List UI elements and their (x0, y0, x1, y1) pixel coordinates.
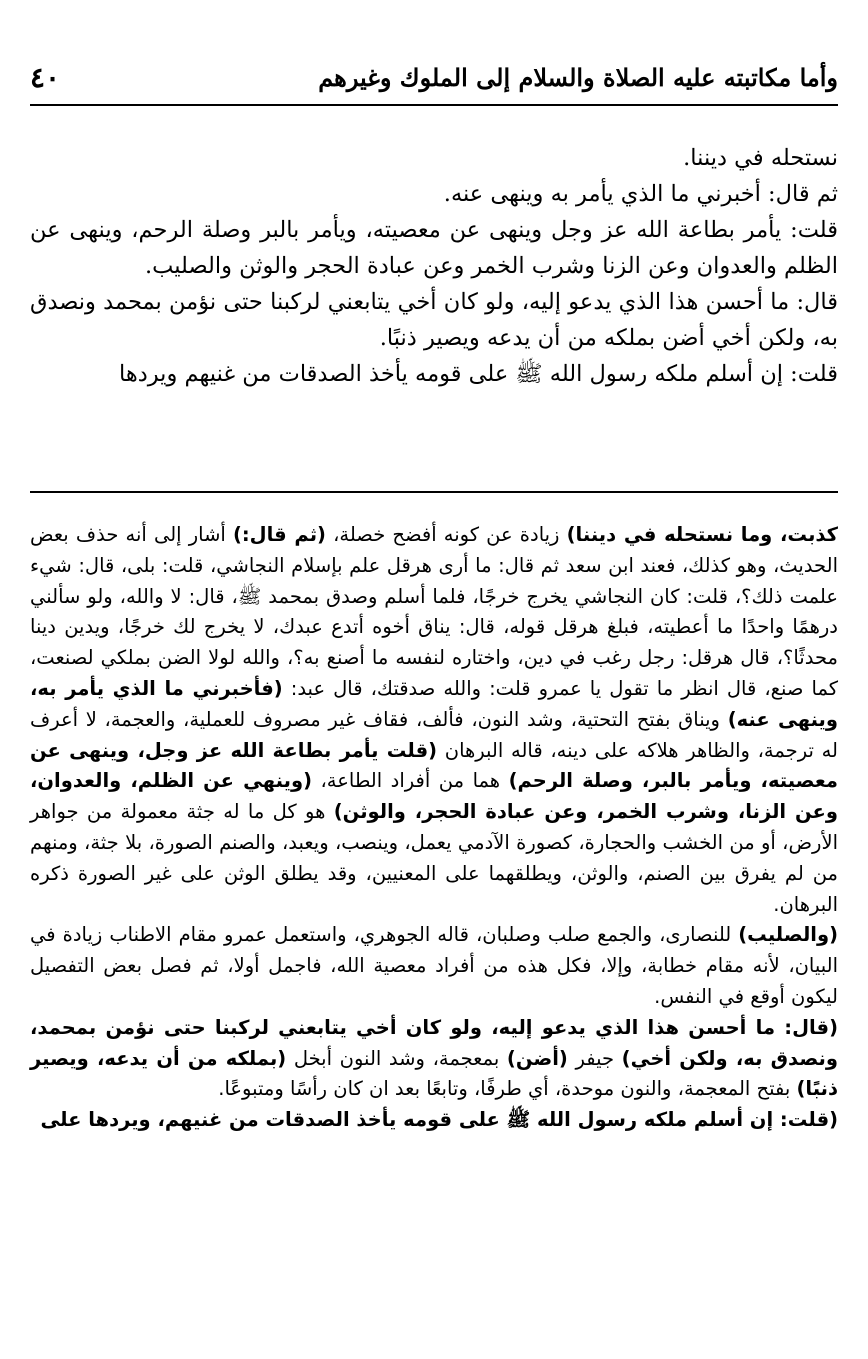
commentary-paragraph (30, 1105, 838, 1136)
commentary-text: زيادة عن كونه أفضح خصلة، (325, 523, 567, 546)
quoted-phrase: (وينهي عن الظلم، والعدوان، وعن الزنا، وشرب الخمر، وعن عبادة الحجر، والوثن) (30, 769, 838, 824)
commentary-text: هو كل ما له جثة معمولة من جواهر الأرض، أو من الخشب والحجارة، كصورة الآدمي يعمل، وينصب، ويعبد، والصنم الصورة، بلا جثة، ومنهم من لم يفرق بين الصنم، والوثن، ويطلقهما على المعنيين، وقد يطلق الوثن على غير الصورة ذكره البرهان. (30, 800, 838, 916)
commentary-paragraph (30, 520, 838, 920)
quoted-phrase: (بملكه من أن يدعه، ويصير ذنبًا) (30, 1046, 838, 1101)
quoted-phrase: (والصليب) (738, 923, 838, 947)
commentary-paragraph (30, 920, 838, 1012)
commentary-text: للنصارى، والجمع صلب وصلبان، قاله الجوهري، واستعمل عمرو مقام الاطناب زيادة في البيان، لأنه مقام خطابة، وإلا، فكل هذه من أفراد معصية الله، فاجمل أولا، ثم فصل بعض التفصيل ليكون أوقع في النفس. (30, 923, 838, 1008)
main-text (30, 140, 838, 392)
running-title: وأما مكاتبته عليه الصلاة والسلام إلى الملوك وغيرهم (318, 62, 838, 92)
quoted-phrase: (أضن) (506, 1046, 568, 1070)
separator-rule (30, 491, 838, 493)
quoted-phrase: كذبت، وما نستحله في ديننا) (566, 523, 838, 546)
quoted-phrase: (فأخبرني ما الذي يأمر به، وينهى عنه) (30, 676, 839, 731)
main-paragraph: قلت: إن أسلم ملكه رسول الله ﷺ على قومه يأخذ الصدقات من غنيهم ويردها (119, 361, 838, 387)
commentary (30, 520, 838, 1136)
commentary-text: أشار إلى أنه حذف بعض الحديث، وهو كذلك، فعند ابن سعد ثم قال: ما أرى هرقل علم بإسلام النجاشي، قلت: بلى، قال: شيء علمت ذلك؟، قلت: كان النجاشي يخرج خرجًا، فلما أسلم وصدق بمحمد ﷺ، قال: لا والله، ولو سألني درهمًا واحدًا ما أعطيته، فبلغ هرقل قوله، قال: يناق أخوه أتدع عبدك، لا يخرج لك خرجًا، ويدين دينا محدثًا؟، قال هرقل: رجل رغب في دين، واختاره لنفسه ما أصنع به؟، والله لولا الضن بملكي لصنعت، كما صنع، قال انظر ما تقول يا عمرو قلت: والله صدقتك، قال عبد: (30, 523, 839, 700)
main-paragraph: نستحله في ديننا. (683, 145, 838, 171)
quoted-phrase: (قال: ما أحسن هذا الذي يدعو إليه، ولو كان أخي يتابعني لركبنا حتى نؤمن بمحمد، ونصدق به، ولكن أخي) (30, 1015, 838, 1070)
main-paragraph: ثم قال: أخبرني ما الذي يأمر به وينهى عنه. (443, 181, 838, 207)
commentary-text: جيفر (567, 1046, 622, 1070)
quoted-phrase: (قلت: إن أسلم ملكه رسول الله ﷺ على قومه يأخذ الصدقات من غنيهم، ويردها على (40, 1108, 838, 1132)
commentary-paragraph (30, 1013, 838, 1105)
commentary-text: بمعجمة، وشد النون أبخل (286, 1046, 507, 1070)
commentary-text: ويناق بفتح التحتية، وشد النون، فألف، فقاف غير مصروف للعملية، والعجمة، لا أعرف له ترجمة، والظاهر هلاكه على دينه، قاله البرهان (30, 707, 838, 762)
main-paragraph: قلت: يأمر بطاعة الله عز وجل وينهى عن معصيته، ويأمر بالبر وصلة الرحم، وينهى عن الظلم والعدوان وعن الزنا وشرب الخمر وعن عبادة الحجر والوثن والصليب. (30, 217, 838, 279)
quoted-phrase: (ثم قال:) (232, 523, 326, 546)
main-paragraph: قال: ما أحسن هذا الذي يدعو إليه، ولو كان أخي يتابعني لركبنا حتى نؤمن بمحمد ونصدق به، ولكن أخي أضن بملكه من أن يدعه ويصير ذنبًا. (30, 289, 838, 351)
commentary-text: بفتح المعجمة، والنون موحدة، أي طرفًا، وتابعًا بعد ان كان رأسًا ومتبوعًا. (218, 1077, 797, 1101)
commentary-text: هما من أفراد الطاعة، (311, 769, 509, 793)
quoted-phrase: (قلت يأمر بطاعة الله عز وجل، وينهى عن معصيته، ويأمر بالبر، وصلة الرحم) (30, 738, 838, 793)
page-number: ٤٠ (30, 60, 61, 94)
page-header (30, 50, 838, 106)
